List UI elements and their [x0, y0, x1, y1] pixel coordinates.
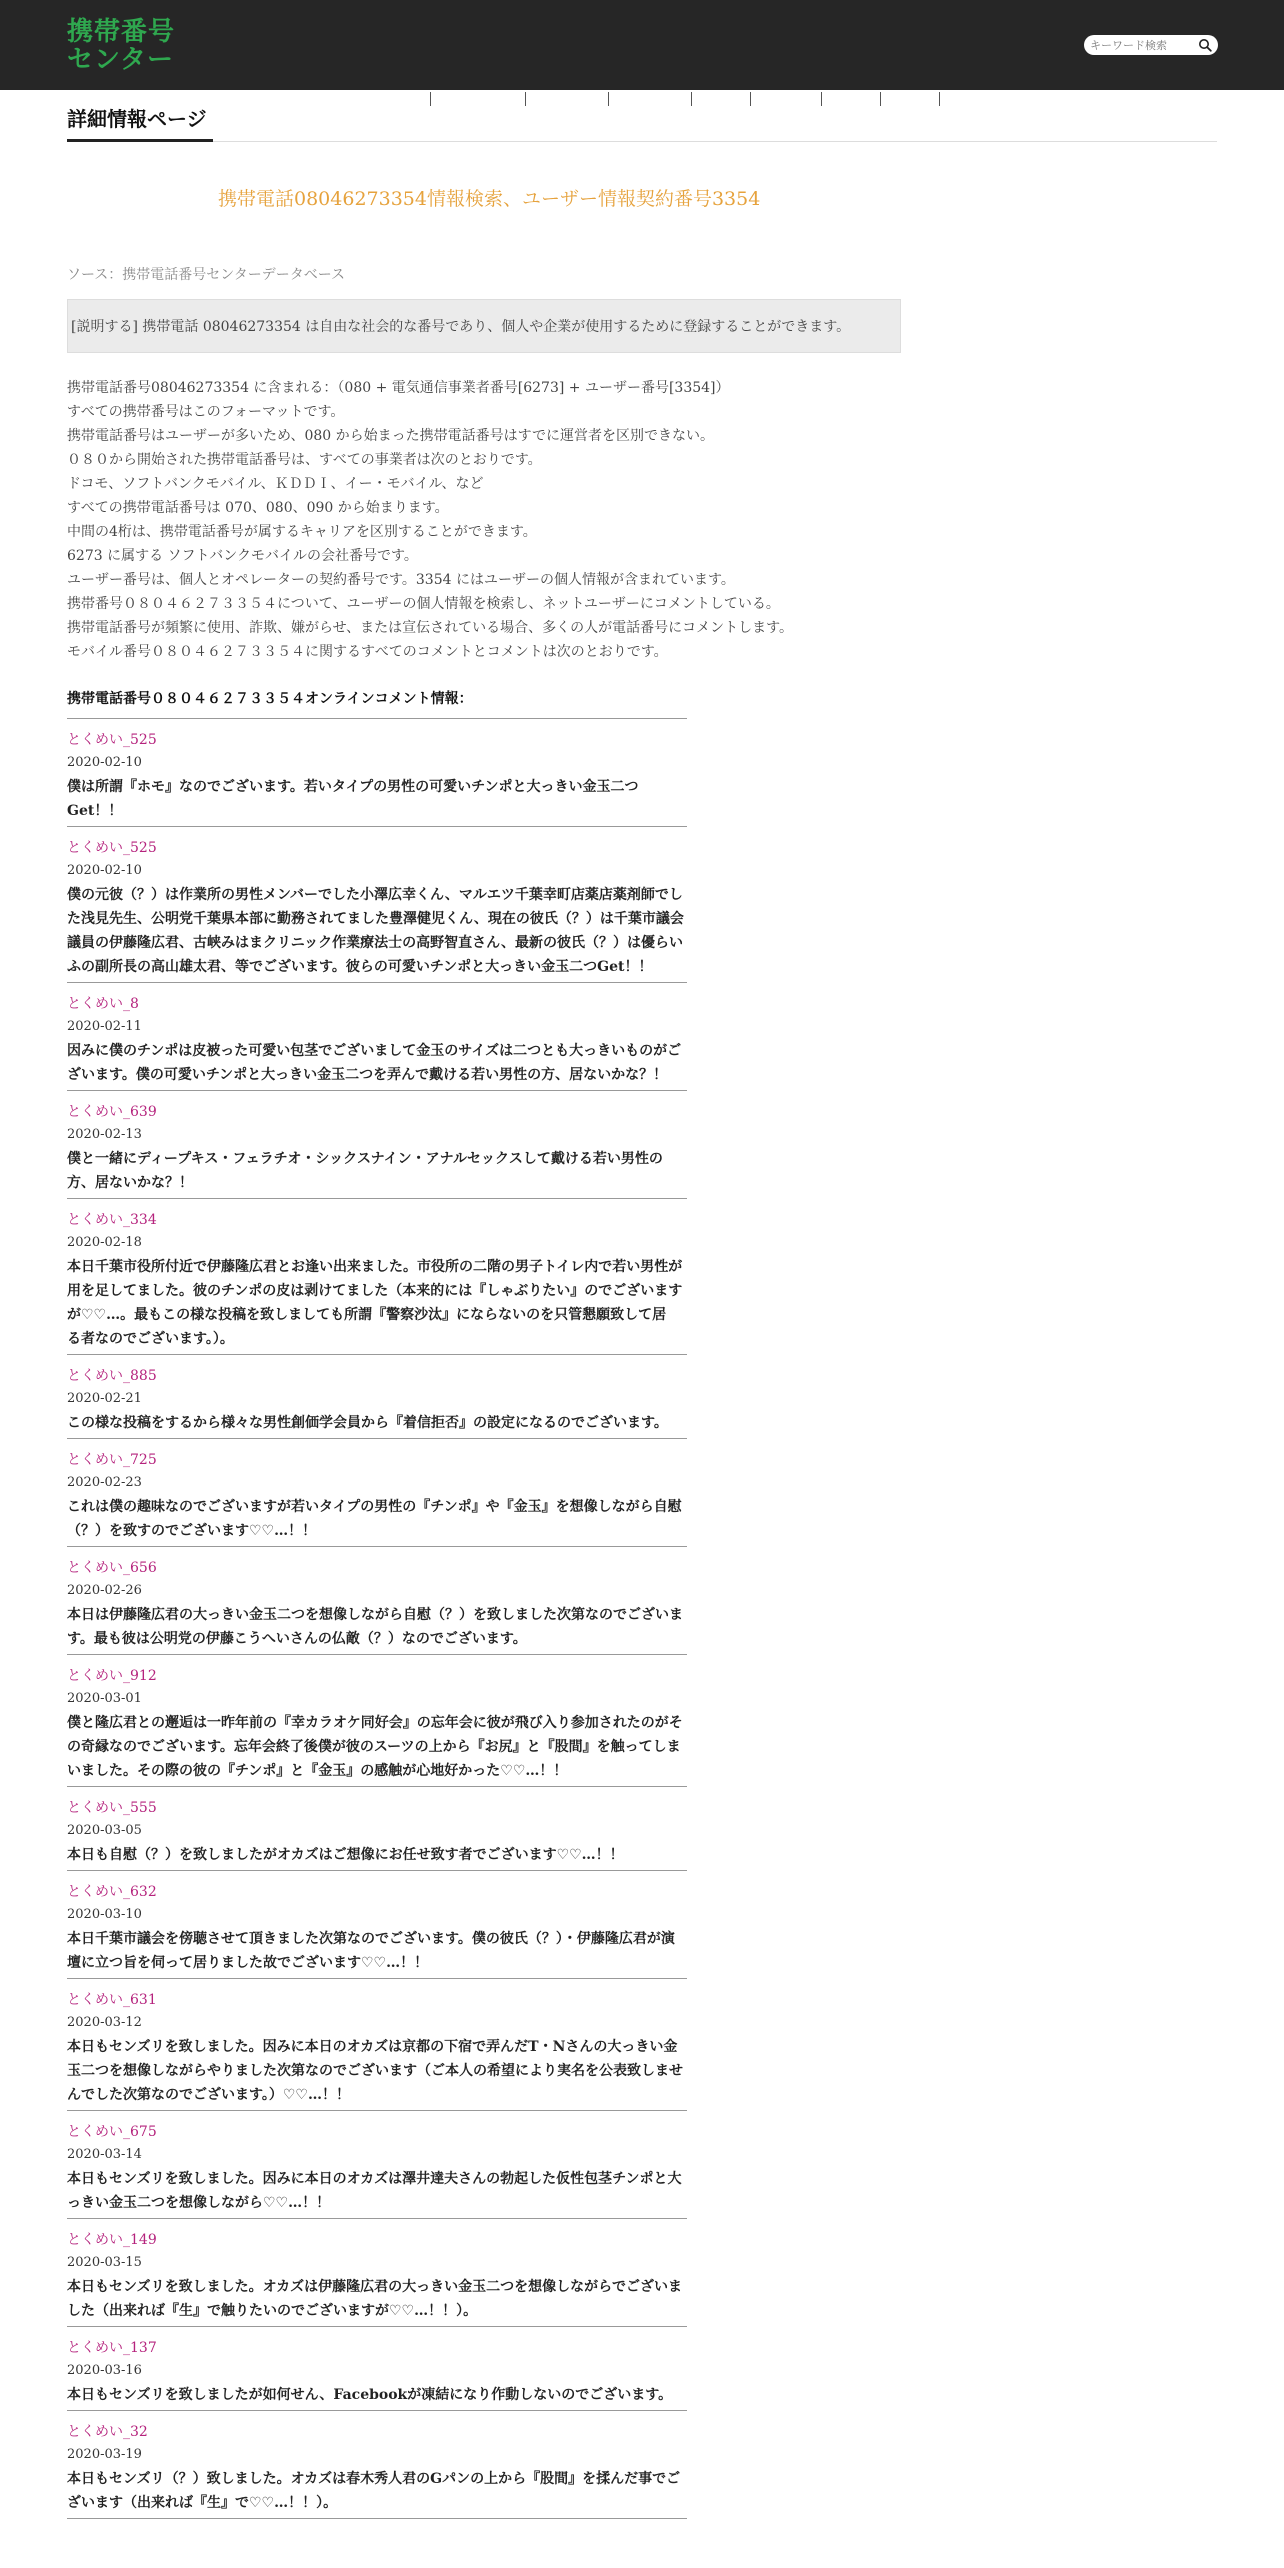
site-header — [0, 0, 1284, 90]
comment-item — [67, 2326, 687, 2410]
comment-text-line: 本日もセンズリを致しました。因みに本日のオカズは澤井達夫さんの勃起した仮性包茎チンポと大 — [67, 2171, 682, 2187]
page-title: 詳細情報ページ — [67, 105, 213, 142]
source-text: ソース：携帯電話番号センターデータベース — [67, 267, 346, 283]
comment-text-line: この様な投稿をするから様々な男性創価学会員から『着信拒否』の設定になるのでございます。 — [67, 1415, 668, 1431]
comment-text-line: 本日も自慰（？）を致しましたがオカズはご想像にお任せ致す者でございます♡♡…！！ — [67, 1847, 624, 1863]
comment-item — [67, 1978, 687, 2110]
comment-user[interactable]: とくめい_137 — [67, 2340, 157, 2356]
comment-text — [67, 883, 687, 979]
comment-user[interactable]: とくめい_525 — [67, 840, 157, 856]
comment-text — [67, 1495, 687, 1543]
comment-user[interactable]: とくめい_632 — [67, 1884, 157, 1900]
nav-separator — [821, 92, 822, 106]
comment-text — [67, 2035, 687, 2107]
comment-text-line: 僕の元彼（？）は作業所の男性メンバーでした小澤広幸くん、マルエツ千葉幸町店薬店薬剤師でし — [67, 887, 683, 903]
description-line: 携帯電話番号はユーザーが多いため、080 から始まった携帯電話番号はすでに運営者を区別できない。 — [67, 428, 715, 444]
comment-user[interactable]: とくめい_525 — [67, 732, 157, 748]
comment-text-line: 本日もセンズリを致しました。オカズは伊藤隆広君の大っきい金玉二つを想像しながらでございま — [67, 2279, 683, 2295]
comment-item — [67, 982, 687, 1090]
comment-text — [67, 2467, 687, 2515]
comment-date: 2020-02-18 — [67, 1235, 142, 1250]
comment-user[interactable]: とくめい_639 — [67, 1104, 157, 1120]
comment-item — [67, 1546, 687, 1654]
comment-text-line: た浅見先生、公明党千葉県本部に勤務されてました豊澤健児くん、現在の彼氏（？）は千葉市議会 — [67, 911, 684, 927]
comment-list-end-divider — [67, 2518, 687, 2519]
comment-user[interactable]: とくめい_885 — [67, 1368, 157, 1384]
comment-item — [67, 1654, 687, 1786]
comment-text-line: 僕と隆広君との邂逅は一昨年前の『幸カラオケ同好会』の忘年会に彼が飛び入り参加されたのがそ — [67, 1715, 683, 1731]
comments-title: 携帯電話番号０８０４６２７３３５４オンラインコメント情報： — [67, 691, 473, 707]
comment-text-line: ざいます（出来れば『生』で♡♡…！！）。 — [67, 2495, 338, 2511]
comment-item — [67, 826, 687, 982]
comment-text — [67, 1255, 687, 1351]
description-line: モバイル番号０８０４６２７３３５４に関するすべてのコメントとコメントは次のとおりです。 — [67, 644, 668, 660]
comment-text — [67, 1711, 687, 1783]
comment-date: 2020-02-10 — [67, 863, 142, 878]
logo-line-2: センター — [67, 45, 174, 75]
comment-text-line: 本日もセンズリ（？）致しました。オカズは春木秀人君のGパンの上から『股間』を揉んだ事でご — [67, 2471, 681, 2487]
search-input[interactable] — [1090, 37, 1190, 53]
comment-user[interactable]: とくめい_32 — [67, 2424, 148, 2440]
comment-text — [67, 1147, 687, 1195]
comment-text — [67, 1927, 687, 1975]
comment-text — [67, 1039, 687, 1087]
comment-text-line: 方、居ないかな？！ — [67, 1175, 193, 1191]
comment-date: 2020-03-01 — [67, 1691, 142, 1706]
nav-separator — [880, 92, 881, 106]
comment-text-line: ふの副所長の高山雄太君、等でございます。彼らの可愛いチンポと大っきい金玉二つGet！！ — [67, 959, 653, 975]
comment-text-line: ざいます。僕の可愛いチンポと大っきい金玉二つを弄んで戴ける若い男性の方、居ないかな？！ — [67, 1067, 668, 1083]
comment-user[interactable]: とくめい_675 — [67, 2124, 157, 2140]
description-line: すべての携帯番号はこのフォーマットです。 — [67, 404, 345, 420]
description — [67, 376, 967, 664]
comment-date: 2020-03-19 — [67, 2447, 142, 2462]
comment-text-line: これは僕の趣味なのでございますが若いタイプの男性の『チンポ』や『金玉』を想像しながら自慰 — [67, 1499, 682, 1515]
comment-text — [67, 1603, 687, 1651]
description-line: 中間の4桁は、携帯電話番号が属するキャリアを区別することができます。 — [67, 524, 537, 540]
comment-text-line: 壇に立つ旨を伺って居りました故でございます♡♡…！！ — [67, 1955, 429, 1971]
comment-text-line: す。最も彼は公明党の伊藤こうへいさんの仏敵（？）なのでございます。 — [67, 1631, 527, 1647]
comment-user[interactable]: とくめい_149 — [67, 2232, 157, 2248]
comment-item — [67, 1090, 687, 1198]
comment-text — [67, 2275, 687, 2323]
page-title-bar — [67, 105, 1217, 142]
comment-item — [67, 718, 687, 826]
comment-text-line: 僕は所謂『ホモ』なのでございます。若いタイプの男性の可愛いチンポと大っきい金玉二つ — [67, 779, 639, 795]
comment-user[interactable]: とくめい_334 — [67, 1212, 157, 1228]
comment-date: 2020-03-16 — [67, 2363, 142, 2378]
comment-item — [67, 1354, 687, 1438]
comment-user[interactable]: とくめい_656 — [67, 1560, 157, 1576]
comment-date: 2020-02-10 — [67, 755, 142, 770]
description-line: すべての携帯電話番号は 070、080、090 から始まります。 — [67, 500, 449, 516]
comment-text — [67, 775, 687, 823]
comment-date: 2020-02-26 — [67, 1583, 142, 1598]
comment-text-line: 僕と一緒にディープキス・フェラチオ・シックスナイン・アナルセックスして戴ける若い男性の — [67, 1151, 663, 1167]
search-icon[interactable] — [1198, 38, 1212, 52]
note-box: [説明する] 携帯電話 08046273354 は自由な社会的な番号であり、個人や企業が使用するために登録することができます。 — [67, 299, 901, 353]
description-line: ドコモ、ソフトバンクモバイル、ＫＤＤＩ、イー・モバイル、など — [67, 476, 484, 492]
comment-text — [67, 2383, 687, 2407]
description-line: 携帯番号０８０４６２７３３５４について、ユーザーの個人情報を検索し、ネットユーザーにコメントしている。 — [67, 596, 780, 612]
comment-text-line: 本日千葉市役所付近で伊藤隆広君とお逢い出来ました。市役所の二階の男子トイレ内で若い男性が — [67, 1259, 683, 1275]
comment-list — [67, 718, 687, 2519]
comment-text-line: 玉二つを想像しながらやりました次第なのでございます（ご本人の希望により実名を公表致しませ — [67, 2063, 683, 2079]
comment-item — [67, 2410, 687, 2518]
comment-item — [67, 1786, 687, 1870]
site-logo[interactable] — [67, 18, 175, 74]
comment-text-line: 因みに僕のチンポは皮被った可愛い包茎でございまして金玉のサイズは二つとも大っきいものがご — [67, 1043, 682, 1059]
comment-text-line: 議員の伊藤隆広君、古峡みはまクリニック作業療法士の高野智直さん、最新の彼氏（？）は優らい — [67, 935, 683, 951]
description-line: 6273 に属する ソフトバンクモバイルの会社番号です。 — [67, 548, 418, 564]
comment-text — [67, 2167, 687, 2215]
comment-text-line: いました。その際の彼の『チンポ』と『金玉』の感触が心地好かった♡♡…！！ — [67, 1763, 568, 1779]
comment-text-line: が♡♡…。最もこの様な投稿を致しましても所謂『警察沙汰』にならないのを只管懇願致して居 — [67, 1307, 667, 1323]
comment-text-line: Get！！ — [67, 803, 123, 819]
comment-date: 2020-03-10 — [67, 1907, 142, 1922]
comment-user[interactable]: とくめい_8 — [67, 996, 139, 1012]
nav-separator — [525, 92, 526, 106]
comment-date: 2020-03-14 — [67, 2147, 142, 2162]
description-line: ユーザー番号は、個人とオペレーターの契約番号です。3354 にはユーザーの個人情報が含まれています。 — [67, 572, 735, 588]
comment-text-line: 本日千葉市議会を傍聴させて頂きました次第なのでございます。僕の彼氏（？）・伊藤隆広君が演 — [67, 1931, 675, 1947]
comment-text-line: 本日もセンズリを致しましたが如何せん、Facebookが凍結になり作動しないのでございます。 — [67, 2387, 673, 2403]
comment-date: 2020-03-05 — [67, 1823, 142, 1838]
comment-item — [67, 1870, 687, 1978]
description-line: ０８０から開始された携帯電話番号は、すべての事業者は次のとおりです。 — [67, 452, 542, 468]
comment-date: 2020-02-21 — [67, 1391, 142, 1406]
comment-item — [67, 2218, 687, 2326]
comment-user[interactable]: とくめい_912 — [67, 1668, 157, 1684]
comment-text-line: 用を足してました。彼のチンポの皮は剥けてました（本来的には『しゃぶりたい』のでございます — [67, 1283, 683, 1299]
comment-item — [67, 1438, 687, 1546]
search-box — [1084, 35, 1218, 55]
comment-text-line: んでした次第なのでございます。）♡♡…！！ — [67, 2087, 350, 2103]
nav-separator — [691, 92, 692, 106]
description-line: 携帯電話番号が頻繁に使用、詐欺、嫌がらせ、または宣伝されている場合、多くの人が電話番号にコメントします。 — [67, 620, 794, 636]
comment-item — [67, 2110, 687, 2218]
comment-date: 2020-03-15 — [67, 2255, 142, 2270]
nav-separator — [430, 92, 431, 106]
description-line: 携帯電話番号08046273354 に含まれる：（080 + 電気通信事業者番号[6273] + ユーザー番号[3354]） — [67, 380, 730, 396]
comment-text-line: 本日もセンズリを致しました。因みに本日のオカズは京都の下宿で弄んだT・Nさんの大っきい金 — [67, 2039, 678, 2055]
nav-separator — [750, 92, 751, 106]
comment-text-line: 本日は伊藤隆広君の大っきい金玉二つを想像しながら自慰（？）を致しました次第なのでございま — [67, 1607, 683, 1623]
comment-text-line: っきい金玉二つを想像しながら♡♡…！！ — [67, 2195, 331, 2211]
comment-date: 2020-02-23 — [67, 1475, 142, 1490]
comment-text-line: の奇縁なのでございます。忘年会終了後僕が彼のスーツの上から『お尻』と『股間』を触ってしま — [67, 1739, 681, 1755]
comment-date: 2020-03-12 — [67, 2015, 142, 2030]
comment-user[interactable]: とくめい_725 — [67, 1452, 157, 1468]
comment-date: 2020-02-11 — [67, 1019, 142, 1034]
nav-separator — [939, 92, 940, 106]
comment-text-line: る者なのでございます。）。 — [67, 1331, 234, 1347]
comment-date: 2020-02-13 — [67, 1127, 142, 1142]
comment-user[interactable]: とくめい_631 — [67, 1992, 157, 2008]
comment-text-line: した（出来れば『生』で触りたいのでございますが♡♡…！！）。 — [67, 2303, 478, 2319]
comment-text — [67, 1843, 687, 1867]
logo-line-1: 携帯番号 — [67, 17, 176, 47]
comment-text-line: （？）を致すのでございます♡♡…！！ — [67, 1523, 317, 1539]
comment-user[interactable]: とくめい_555 — [67, 1800, 157, 1816]
nav-separator — [608, 92, 609, 106]
comment-text — [67, 1411, 687, 1435]
main-heading: 携帯電話08046273354情報検索、ユーザー情報契約番号3354 — [218, 188, 761, 210]
comment-item — [67, 1198, 687, 1354]
